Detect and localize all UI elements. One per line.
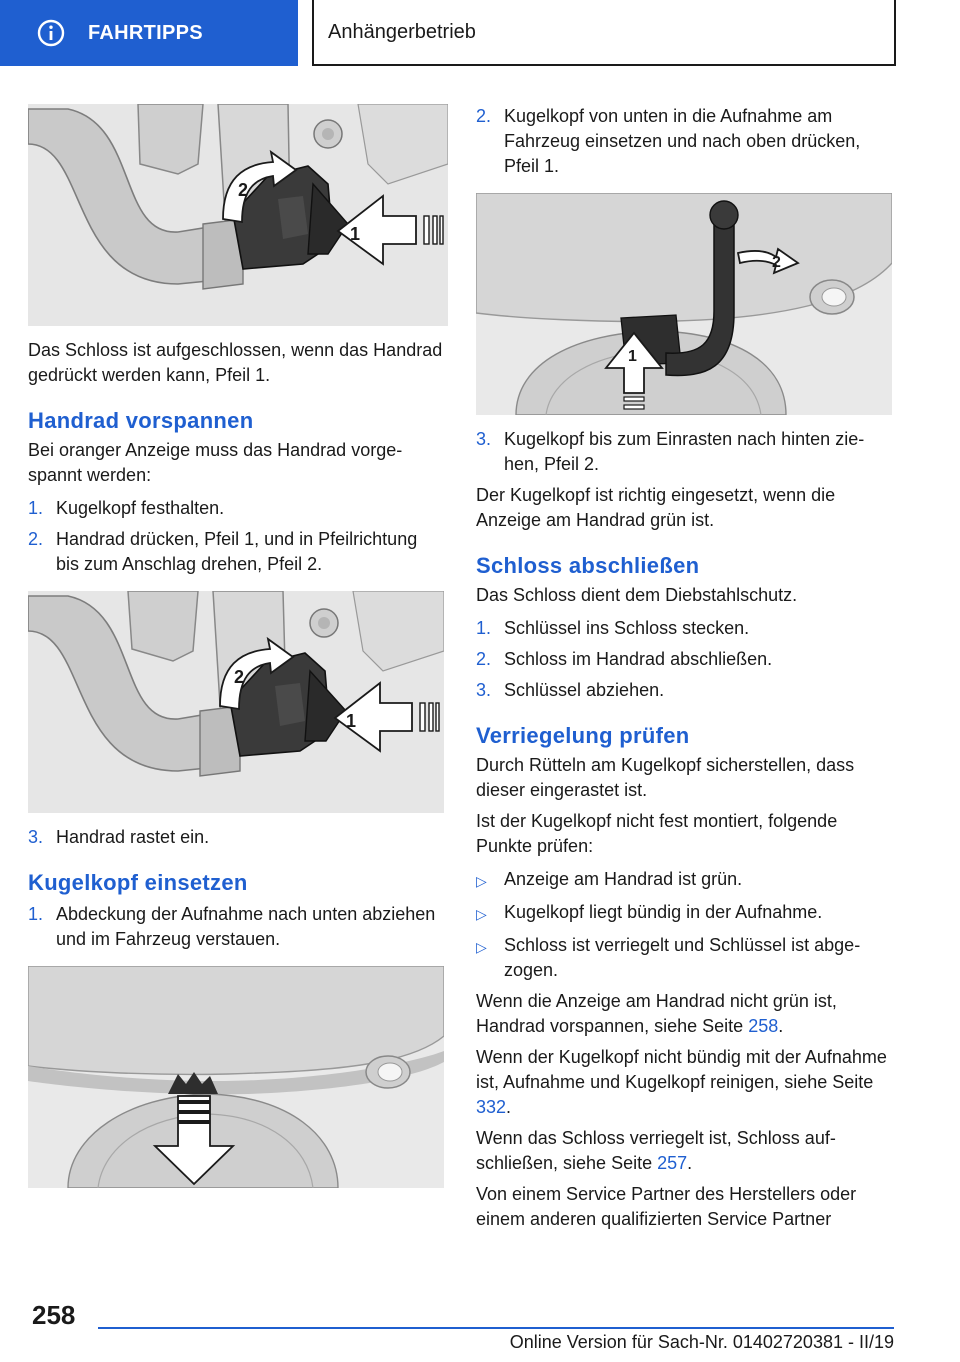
checklist (476, 867, 892, 983)
heading-verriegelung-pruefen: Verriegelung prüfen (476, 723, 690, 748)
page-link-258[interactable]: 258 (748, 1016, 779, 1036)
list-item: 2. Schloss im Handrad abschließen. (476, 649, 773, 669)
caption-unlocked: Das Schloss ist aufgeschlossen, wenn das Handrad gedrückt werden kann, Pfeil 1. (28, 340, 443, 385)
steps-handrad-cont (28, 825, 444, 850)
steps-schloss (476, 616, 892, 703)
list-item: 2. Kugelkopf von unten in die Aufnahme am Fahrzeug einsetzen und nach oben drücken, Pfeil 1. (476, 106, 861, 176)
steps-handrad (28, 496, 444, 577)
steps-einsetzen-cont (476, 104, 892, 179)
figure-label-2: 2 (238, 180, 249, 200)
page-number: 258 (32, 1300, 76, 1330)
figure-handwheel-pretension (28, 591, 444, 813)
right-column (476, 104, 892, 1232)
paragraph-service-partner: Von einem Service Partner des Herstellers oder einem anderen qualifizierten Service Partner (476, 1184, 857, 1229)
list-item: 3. Handrad rastet ein. (28, 827, 210, 847)
figure-remove-cover (28, 966, 444, 1188)
paragraph-nicht-gruen: Wenn die Anzeige am Handrad nicht grün ist, Handrad vorspannen, siehe Seite 258. (476, 991, 837, 1036)
list-item: 1. Kugelkopf festhalten. (28, 498, 225, 518)
triangle-bullet-icon: ▷ (476, 906, 487, 922)
header-section-tab (0, 0, 298, 66)
figure-label-2: 2 (772, 254, 781, 271)
header-topic-box (312, 0, 896, 66)
figure-insert-ball-head (476, 193, 892, 415)
header-section-title: FAHRTIPPS (88, 21, 203, 44)
figure-handwheel-unlocked (28, 104, 448, 326)
header-topic-title: Anhängerbetrieb (328, 20, 476, 43)
paragraph-eingesetzt: Der Kugelkopf ist richtig eingesetzt, wenn die Anzeige am Handrad grün ist. (476, 485, 836, 530)
left-column (28, 104, 444, 1188)
list-item: 1. Schlüssel ins Schloss stecken. (476, 618, 750, 638)
figure-label-2: 2 (234, 667, 245, 687)
page-link-257[interactable]: 257 (657, 1153, 688, 1173)
heading-handrad-vorspannen: Handrad vorspannen (28, 408, 254, 433)
paragraph-ruetteln: Durch Rütteln am Kugelkopf sicherstellen, dass dieser eingerastet ist. (476, 755, 855, 800)
info-icon (36, 18, 66, 48)
steps-einsetzen (28, 902, 444, 952)
list-item: 2. Handrad drücken, Pfeil 1, und in Pfeilrichtung bis zum Anschlag drehen, Pfeil 2. (28, 529, 418, 574)
list-item: ▷ Anzeige am Handrad ist grün. (476, 867, 892, 894)
triangle-bullet-icon: ▷ (476, 873, 487, 889)
figure-label-1: 1 (350, 224, 361, 244)
heading-kugelkopf-einsetzen: Kugelkopf einsetzen (28, 870, 248, 895)
paragraph-verriegelt: Wenn das Schloss verriegelt ist, Schloss aufschließen, siehe Seite 257. (476, 1128, 836, 1173)
list-item: 1. Abdeckung der Aufnahme nach unten abziehen und im Fahrzeug verstauen. (28, 904, 436, 949)
footer-divider (98, 1327, 894, 1329)
paragraph-schloss: Das Schloss dient dem Diebstahlschutz. (476, 585, 798, 605)
list-item: 3. Kugelkopf bis zum Einrasten nach hinten ziehen, Pfeil 2. (476, 429, 865, 474)
list-item: 3. Schlüssel abziehen. (476, 680, 665, 700)
figure-label-1: 1 (628, 348, 637, 365)
footer-online-version: Online Version für Sach-Nr. 01402720381 - II/19 (509, 1332, 894, 1352)
paragraph-handrad: Bei oranger Anzeige muss das Handrad vorgespannt werden: (28, 440, 403, 485)
list-item: ▷ Kugelkopf liegt bündig in der Aufnahme. (476, 900, 892, 927)
figure-label-1: 1 (346, 711, 357, 731)
page-link-332[interactable]: 332 (476, 1097, 507, 1117)
heading-schloss-abschliessen: Schloss abschließen (476, 553, 700, 578)
list-item: ▷ Schloss ist verriegelt und Schlüssel ist abgezogen. (476, 933, 892, 983)
paragraph-nicht-fest: Ist der Kugelkopf nicht fest montiert, folgende Punkte prüfen: (476, 811, 838, 856)
paragraph-nicht-buendig: Wenn der Kugelkopf nicht bündig mit der Aufnahme ist, Aufnahme und Kugelkopf reinigen, siehe Seite 332. (476, 1047, 887, 1117)
triangle-bullet-icon: ▷ (476, 939, 487, 955)
steps-einsetzen-cont2 (476, 427, 892, 477)
